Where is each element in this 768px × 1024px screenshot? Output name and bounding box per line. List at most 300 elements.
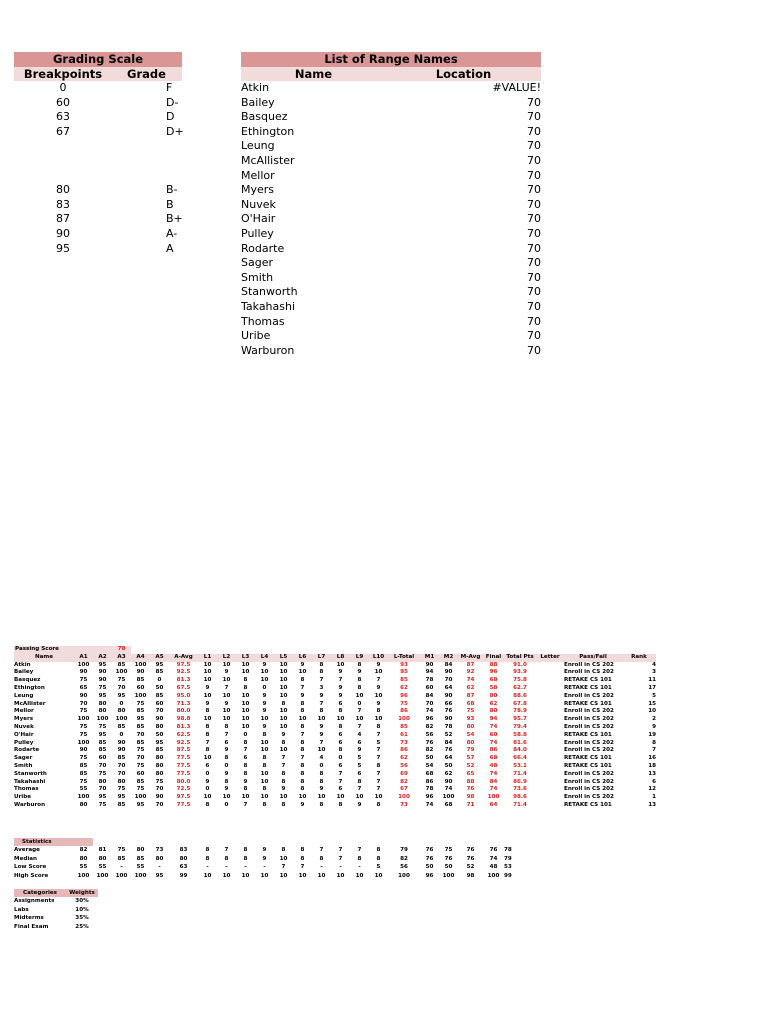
grade-value-cell[interactable]: 10: [336, 794, 345, 801]
grade-value-cell[interactable]: 70: [155, 786, 164, 793]
grade-value-cell[interactable]: 7: [281, 755, 286, 762]
grade-value-cell[interactable]: 70: [117, 770, 126, 777]
range-name-cell[interactable]: Stanworth: [241, 285, 298, 299]
grade-value-cell[interactable]: [536, 685, 564, 693]
range-name-cell[interactable]: Pulley: [241, 226, 274, 240]
grade-value-cell[interactable]: 80: [117, 708, 126, 715]
grade-value-cell[interactable]: 80: [466, 723, 475, 730]
grade-value-cell[interactable]: 7: [300, 755, 305, 762]
grade-value-cell[interactable]: 87: [466, 692, 475, 699]
grade-value-cell[interactable]: 10: [298, 716, 307, 723]
grade-value-cell[interactable]: 81.3: [176, 677, 191, 684]
statistic-value[interactable]: 82: [79, 847, 88, 854]
grade-value-cell[interactable]: 10: [260, 716, 269, 723]
grade-value-cell[interactable]: 8: [300, 762, 305, 769]
grade-value-cell[interactable]: 6: [338, 762, 343, 769]
statistic-value[interactable]: 100: [77, 872, 90, 879]
grade-value-cell[interactable]: 90: [444, 716, 453, 723]
grade-value-cell[interactable]: 48: [489, 762, 498, 769]
grade-value-cell[interactable]: 90: [444, 778, 453, 785]
grade-value-cell[interactable]: 10: [279, 692, 288, 699]
grade-value-cell[interactable]: 70: [117, 762, 126, 769]
grade-value-cell[interactable]: [536, 669, 564, 677]
grade-value-cell[interactable]: 8: [300, 747, 305, 754]
grade-cell[interactable]: B-: [166, 183, 178, 197]
grade-value-cell[interactable]: [536, 802, 564, 810]
grade-value-cell[interactable]: 95: [98, 661, 107, 668]
grade-value-cell[interactable]: 8: [319, 708, 324, 715]
grade-value-cell[interactable]: 9: [224, 669, 229, 676]
grade-value-cell[interactable]: 95: [136, 716, 145, 723]
statistic-value[interactable]: 55: [79, 864, 88, 871]
grade-value-cell[interactable]: 10: [241, 794, 250, 801]
grade-value-cell[interactable]: 8: [319, 770, 324, 777]
grade-value-cell[interactable]: 10: [241, 723, 250, 730]
grade-value-cell[interactable]: 74: [466, 677, 475, 684]
grade-value-cell[interactable]: 8: [281, 739, 286, 746]
breakpoint-cell[interactable]: 90: [56, 226, 70, 240]
grade-value-cell[interactable]: 7: [376, 778, 381, 785]
grade-value-cell[interactable]: 10: [222, 794, 231, 801]
grade-value-cell[interactable]: 10: [298, 669, 307, 676]
grade-value-cell[interactable]: 10: [203, 692, 212, 699]
grade-cell[interactable]: F: [166, 81, 173, 94]
grade-value-cell[interactable]: 10: [648, 708, 656, 715]
grade-value-cell[interactable]: 62.5: [176, 731, 191, 738]
grade-value-cell[interactable]: 76: [444, 747, 453, 754]
grade-value-cell[interactable]: 85: [136, 677, 145, 684]
grade-value-cell[interactable]: 75: [155, 778, 164, 785]
grade-value-cell[interactable]: 70: [136, 755, 145, 762]
grade-value-cell[interactable]: 7: [319, 700, 324, 707]
grade-value-cell[interactable]: 8: [224, 755, 229, 762]
statistic-value[interactable]: 76: [466, 855, 475, 862]
statistic-value[interactable]: 100: [398, 872, 410, 879]
grade-value-cell[interactable]: 72.5: [176, 786, 191, 793]
statistic-value[interactable]: 8: [281, 847, 286, 854]
grade-value-cell[interactable]: 8: [338, 801, 343, 808]
grade-value-cell[interactable]: RETAKE CS 101: [564, 700, 612, 707]
grade-value-cell[interactable]: 10: [355, 794, 364, 801]
grade-value-cell[interactable]: [536, 794, 564, 802]
grade-value-cell[interactable]: 77.5: [176, 801, 191, 808]
grade-value-cell[interactable]: 68: [444, 801, 453, 808]
statistic-value[interactable]: -: [263, 864, 266, 871]
grade-value-cell[interactable]: 7: [376, 731, 381, 738]
grade-value-cell[interactable]: 77.5: [176, 755, 191, 762]
grade-value-cell[interactable]: 98.8: [176, 716, 191, 723]
statistic-value[interactable]: 100: [96, 872, 109, 879]
grade-value-cell[interactable]: 95: [117, 692, 126, 699]
grade-value-cell[interactable]: 73: [400, 801, 408, 808]
grade-value-cell[interactable]: 7: [205, 739, 210, 746]
grade-value-cell[interactable]: 1: [652, 794, 656, 801]
grade-value-cell[interactable]: 8: [243, 677, 248, 684]
grade-value-cell[interactable]: 74: [489, 739, 498, 746]
grade-value-cell[interactable]: 100: [96, 716, 109, 723]
grade-value-cell[interactable]: 90: [136, 669, 145, 676]
statistic-value[interactable]: 5: [376, 864, 381, 871]
range-name-cell[interactable]: Ethington: [241, 124, 295, 138]
grade-value-cell[interactable]: 6: [205, 762, 210, 769]
student-name-cell[interactable]: Nuvek: [14, 723, 34, 730]
grade-value-cell[interactable]: 8: [281, 778, 286, 785]
grade-value-cell[interactable]: 9: [376, 684, 381, 691]
grade-value-cell[interactable]: 6: [338, 731, 343, 738]
grade-value-cell[interactable]: 58: [489, 684, 498, 691]
weight-value[interactable]: 35%: [75, 915, 89, 922]
grade-value-cell[interactable]: 68: [425, 770, 434, 777]
range-name-cell[interactable]: Mellor: [241, 168, 275, 182]
grade-value-cell[interactable]: 9: [319, 692, 324, 699]
statistic-value[interactable]: 8: [376, 847, 381, 854]
grade-value-cell[interactable]: 75: [79, 708, 88, 715]
grade-value-cell[interactable]: 90: [425, 661, 434, 668]
grade-value-cell[interactable]: 74: [489, 723, 498, 730]
grade-value-cell[interactable]: Enroll in CS 202: [564, 739, 614, 746]
range-name-cell[interactable]: Smith: [241, 270, 274, 284]
grade-value-cell[interactable]: 7: [281, 762, 286, 769]
grade-value-cell[interactable]: 8: [205, 801, 210, 808]
grade-value-cell[interactable]: 10: [203, 794, 212, 801]
grade-value-cell[interactable]: 11: [648, 677, 656, 684]
grade-value-cell[interactable]: 70: [117, 684, 126, 691]
grade-value-cell[interactable]: 76: [444, 708, 453, 715]
grade-value-cell[interactable]: 95: [155, 739, 164, 746]
grade-value-cell[interactable]: 8: [357, 684, 362, 691]
range-location-cell[interactable]: 70: [527, 270, 541, 284]
grade-value-cell[interactable]: 10: [260, 739, 269, 746]
statistic-value[interactable]: -: [120, 864, 123, 871]
grade-value-cell[interactable]: 18: [648, 762, 656, 769]
grade-value-cell[interactable]: 98.6: [513, 794, 527, 801]
grade-value-cell[interactable]: 10: [279, 723, 288, 730]
grade-value-cell[interactable]: 0: [338, 755, 343, 762]
student-name-cell[interactable]: Takahashi: [14, 778, 46, 785]
grade-value-cell[interactable]: 81.3: [176, 723, 191, 730]
grade-value-cell[interactable]: 10: [279, 684, 288, 691]
grade-value-cell[interactable]: 8: [319, 778, 324, 785]
grade-value-cell[interactable]: [536, 755, 564, 763]
grade-value-cell[interactable]: 10: [317, 716, 326, 723]
grade-value-cell[interactable]: 8: [262, 731, 267, 738]
grade-value-cell[interactable]: 10: [260, 794, 269, 801]
grade-cell[interactable]: B: [166, 197, 174, 211]
grade-value-cell[interactable]: 92.5: [176, 739, 191, 746]
grade-value-cell[interactable]: 7: [319, 739, 324, 746]
grade-value-cell[interactable]: 77.5: [176, 762, 191, 769]
grade-value-cell[interactable]: 9: [205, 684, 210, 691]
grade-value-cell[interactable]: [536, 763, 564, 771]
grade-value-cell[interactable]: 85: [98, 747, 107, 754]
grade-value-cell[interactable]: 75: [117, 677, 126, 684]
grade-value-cell[interactable]: Enroll in CS 202: [564, 669, 614, 676]
grade-value-cell[interactable]: 10: [279, 716, 288, 723]
statistic-value[interactable]: 50: [425, 864, 434, 871]
grade-value-cell[interactable]: 85: [79, 762, 88, 769]
grade-value-cell[interactable]: 75: [466, 708, 475, 715]
grade-value-cell[interactable]: 8: [300, 770, 305, 777]
grade-value-cell[interactable]: 80: [155, 762, 164, 769]
student-name-cell[interactable]: Bailey: [14, 669, 34, 676]
range-location-cell[interactable]: 70: [527, 299, 541, 313]
statistic-value[interactable]: 79: [504, 855, 512, 862]
grade-value-cell[interactable]: 68: [466, 700, 475, 707]
grade-value-cell[interactable]: 100: [487, 794, 500, 801]
statistic-value[interactable]: 8: [243, 855, 248, 862]
grade-value-cell[interactable]: 70: [155, 801, 164, 808]
grade-value-cell[interactable]: 8: [243, 684, 248, 691]
grade-value-cell[interactable]: 86: [400, 747, 408, 754]
statistic-value[interactable]: 7: [281, 864, 286, 871]
grade-value-cell[interactable]: 60: [155, 700, 164, 707]
statistic-value[interactable]: -: [358, 864, 361, 871]
grade-value-cell[interactable]: 9: [262, 661, 267, 668]
grade-value-cell[interactable]: 7: [319, 677, 324, 684]
grade-value-cell[interactable]: 85: [136, 739, 145, 746]
grade-value-cell[interactable]: 100: [77, 739, 90, 746]
grade-value-cell[interactable]: Enroll in CS 202: [564, 747, 614, 754]
grade-value-cell[interactable]: 75: [79, 755, 88, 762]
student-name-cell[interactable]: Warburon: [14, 801, 46, 808]
grade-value-cell[interactable]: 9: [224, 700, 229, 707]
grade-value-cell[interactable]: 71.4: [513, 770, 527, 777]
range-name-cell[interactable]: Uribe: [241, 329, 271, 343]
grade-value-cell[interactable]: 75: [136, 747, 145, 754]
grade-value-cell[interactable]: 88: [489, 661, 498, 668]
grade-value-cell[interactable]: 10: [279, 677, 288, 684]
grade-value-cell[interactable]: 71.4: [513, 801, 527, 808]
grade-value-cell[interactable]: 6: [338, 786, 343, 793]
grade-value-cell[interactable]: 10: [279, 794, 288, 801]
grade-value-cell[interactable]: [536, 701, 564, 709]
grade-value-cell[interactable]: 92.5: [176, 669, 191, 676]
grade-value-cell[interactable]: 10: [260, 778, 269, 785]
grade-value-cell[interactable]: 90: [155, 794, 164, 801]
grade-value-cell[interactable]: 8: [205, 708, 210, 715]
statistic-value[interactable]: 10: [203, 872, 212, 879]
statistic-value[interactable]: 78: [504, 847, 512, 854]
grade-value-cell[interactable]: 86.9: [513, 778, 527, 785]
statistic-value[interactable]: 10: [317, 872, 326, 879]
range-location-cell[interactable]: 70: [527, 183, 541, 197]
grade-value-cell[interactable]: 70: [98, 762, 107, 769]
grade-value-cell[interactable]: 9: [338, 669, 343, 676]
breakpoint-cell[interactable]: [14, 139, 112, 154]
student-name-cell[interactable]: Smith: [14, 762, 33, 769]
range-location-cell[interactable]: 70: [527, 285, 541, 299]
grade-value-cell[interactable]: 65: [466, 770, 475, 777]
grade-value-cell[interactable]: 6: [243, 755, 248, 762]
statistic-value[interactable]: 99: [179, 872, 188, 879]
statistic-value[interactable]: 8: [357, 855, 362, 862]
grade-value-cell[interactable]: 9: [205, 700, 210, 707]
range-location-cell[interactable]: #VALUE!: [492, 81, 541, 94]
grade-value-cell[interactable]: 8: [338, 708, 343, 715]
grade-value-cell[interactable]: [536, 708, 564, 716]
statistic-value[interactable]: 56: [400, 864, 408, 871]
statistic-value[interactable]: 76: [489, 847, 498, 854]
grade-value-cell[interactable]: 6: [652, 778, 656, 785]
grade-value-cell[interactable]: 74: [489, 786, 498, 793]
grade-value-cell[interactable]: 86: [400, 708, 408, 715]
grade-value-cell[interactable]: 8: [357, 661, 362, 668]
grade-value-cell[interactable]: 82: [400, 778, 408, 785]
grade-value-cell[interactable]: 10: [374, 716, 383, 723]
grade-value-cell[interactable]: RETAKE CS 101: [564, 801, 612, 808]
grade-value-cell[interactable]: 10: [203, 669, 212, 676]
grade-value-cell[interactable]: 7: [376, 770, 381, 777]
grade-value-cell[interactable]: 100: [398, 716, 410, 723]
grade-value-cell[interactable]: 75: [98, 801, 107, 808]
range-location-cell[interactable]: 70: [527, 168, 541, 182]
breakpoint-cell[interactable]: 67: [56, 124, 70, 138]
range-name-cell[interactable]: Warburon: [241, 343, 295, 357]
grade-value-cell[interactable]: 78: [425, 786, 434, 793]
grade-value-cell[interactable]: 95: [98, 794, 107, 801]
grade-value-cell[interactable]: 3: [319, 684, 324, 691]
grade-value-cell[interactable]: 100: [77, 794, 90, 801]
grade-value-cell[interactable]: Enroll in CS 202: [564, 786, 614, 793]
grade-value-cell[interactable]: 95: [155, 661, 164, 668]
grade-value-cell[interactable]: 90: [444, 692, 453, 699]
grade-value-cell[interactable]: 9: [300, 801, 305, 808]
student-name-cell[interactable]: O'Hair: [14, 731, 34, 738]
grade-value-cell[interactable]: 97.5: [176, 661, 191, 668]
grade-value-cell[interactable]: 82: [425, 723, 434, 730]
grade-value-cell[interactable]: 8: [300, 677, 305, 684]
grade-value-cell[interactable]: 66: [444, 700, 453, 707]
grade-value-cell[interactable]: 9: [224, 770, 229, 777]
grade-value-cell[interactable]: 82: [425, 747, 434, 754]
grade-value-cell[interactable]: 100: [134, 794, 147, 801]
grade-value-cell[interactable]: 4: [652, 661, 656, 668]
statistic-value[interactable]: -: [225, 864, 228, 871]
grade-value-cell[interactable]: 100: [115, 716, 128, 723]
breakpoint-cell[interactable]: [14, 169, 112, 184]
grade-value-cell[interactable]: 93.9: [513, 669, 527, 676]
grade-value-cell[interactable]: 8: [338, 723, 343, 730]
grade-value-cell[interactable]: Enroll in CS 202: [564, 723, 614, 730]
grade-value-cell[interactable]: 90: [79, 747, 88, 754]
grade-value-cell[interactable]: 9: [205, 778, 210, 785]
grade-value-cell[interactable]: 10: [279, 747, 288, 754]
range-location-cell[interactable]: 70: [527, 95, 541, 109]
statistic-value[interactable]: 7: [338, 855, 343, 862]
grade-value-cell[interactable]: 75: [79, 778, 88, 785]
grade-value-cell[interactable]: 8: [243, 739, 248, 746]
grade-value-cell[interactable]: 3: [652, 669, 656, 676]
grade-value-cell[interactable]: 93: [466, 716, 475, 723]
grade-value-cell[interactable]: 75: [79, 731, 88, 738]
grade-value-cell[interactable]: 9: [300, 661, 305, 668]
statistic-value[interactable]: 7: [224, 847, 229, 854]
statistic-value[interactable]: 8: [376, 855, 381, 862]
breakpoint-cell[interactable]: 83: [56, 197, 70, 211]
grade-value-cell[interactable]: 10: [260, 669, 269, 676]
grade-value-cell[interactable]: 12: [648, 786, 656, 793]
grade-value-cell[interactable]: 100: [134, 692, 147, 699]
statistic-value[interactable]: 80: [98, 855, 107, 862]
grade-value-cell[interactable]: 56: [400, 762, 408, 769]
breakpoint-cell[interactable]: 80: [56, 183, 70, 197]
range-location-cell[interactable]: 70: [527, 226, 541, 240]
grade-value-cell[interactable]: 7: [224, 684, 229, 691]
grade-value-cell[interactable]: 9: [338, 684, 343, 691]
grade-value-cell[interactable]: 10: [203, 677, 212, 684]
statistic-value[interactable]: 7: [338, 847, 343, 854]
grade-value-cell[interactable]: 10: [355, 716, 364, 723]
grade-value-cell[interactable]: 8: [300, 778, 305, 785]
student-name-cell[interactable]: Thomas: [14, 786, 39, 793]
grade-value-cell[interactable]: 95: [400, 669, 408, 676]
grade-value-cell[interactable]: 96: [425, 794, 434, 801]
grade-value-cell[interactable]: 76: [466, 786, 475, 793]
grade-value-cell[interactable]: 5: [357, 762, 362, 769]
grade-value-cell[interactable]: 8: [652, 739, 656, 746]
grade-value-cell[interactable]: 9: [281, 731, 286, 738]
grade-value-cell[interactable]: 8: [319, 669, 324, 676]
grade-value-cell[interactable]: 0: [224, 762, 229, 769]
statistic-value[interactable]: 10: [241, 872, 250, 879]
grade-value-cell[interactable]: 78.9: [513, 708, 527, 715]
grade-value-cell[interactable]: 8: [357, 677, 362, 684]
statistic-value[interactable]: 85: [136, 855, 145, 862]
grade-value-cell[interactable]: 7: [300, 731, 305, 738]
weight-value[interactable]: 10%: [75, 906, 89, 913]
student-name-cell[interactable]: Pulley: [14, 739, 34, 746]
grade-value-cell[interactable]: 60: [136, 770, 145, 777]
grade-value-cell[interactable]: 85: [400, 723, 408, 730]
grade-value-cell[interactable]: 75: [79, 723, 88, 730]
range-location-cell[interactable]: 70: [527, 110, 541, 124]
statistic-value[interactable]: 95: [155, 872, 164, 879]
grade-value-cell[interactable]: 100: [442, 794, 455, 801]
grade-value-cell[interactable]: 80: [117, 778, 126, 785]
grade-value-cell[interactable]: 10: [241, 692, 250, 699]
grade-value-cell[interactable]: 9: [281, 786, 286, 793]
grade-value-cell[interactable]: 75: [117, 786, 126, 793]
grade-value-cell[interactable]: 7: [357, 723, 362, 730]
grade-value-cell[interactable]: 67.8: [513, 700, 527, 707]
grade-value-cell[interactable]: 8: [300, 786, 305, 793]
grade-value-cell[interactable]: 0: [262, 684, 267, 691]
grade-value-cell[interactable]: 77.5: [176, 770, 191, 777]
grade-value-cell[interactable]: 9: [376, 700, 381, 707]
statistic-value[interactable]: 8: [319, 855, 324, 862]
grade-value-cell[interactable]: 65: [79, 684, 88, 691]
grade-value-cell[interactable]: Enroll in CS 202: [564, 661, 614, 668]
statistic-value[interactable]: 73: [155, 847, 164, 854]
grade-value-cell[interactable]: 85: [400, 677, 408, 684]
grade-value-cell[interactable]: 75: [79, 677, 88, 684]
range-name-cell[interactable]: Leung: [241, 139, 275, 153]
grade-value-cell[interactable]: 71.3: [176, 700, 191, 707]
statistic-value[interactable]: 10: [222, 872, 231, 879]
grade-value-cell[interactable]: 90: [155, 716, 164, 723]
statistic-value[interactable]: 10: [374, 872, 383, 879]
grade-value-cell[interactable]: 8: [300, 723, 305, 730]
statistic-value[interactable]: 63: [179, 864, 188, 871]
grade-value-cell[interactable]: [536, 740, 564, 748]
statistic-value[interactable]: 100: [442, 872, 455, 879]
grade-value-cell[interactable]: 8: [205, 731, 210, 738]
range-name-cell[interactable]: Atkin: [241, 81, 270, 94]
grade-value-cell[interactable]: 53.1: [513, 762, 527, 769]
grade-value-cell[interactable]: 70: [444, 677, 453, 684]
statistic-value[interactable]: 80: [79, 855, 88, 862]
breakpoint-cell[interactable]: [14, 154, 112, 169]
